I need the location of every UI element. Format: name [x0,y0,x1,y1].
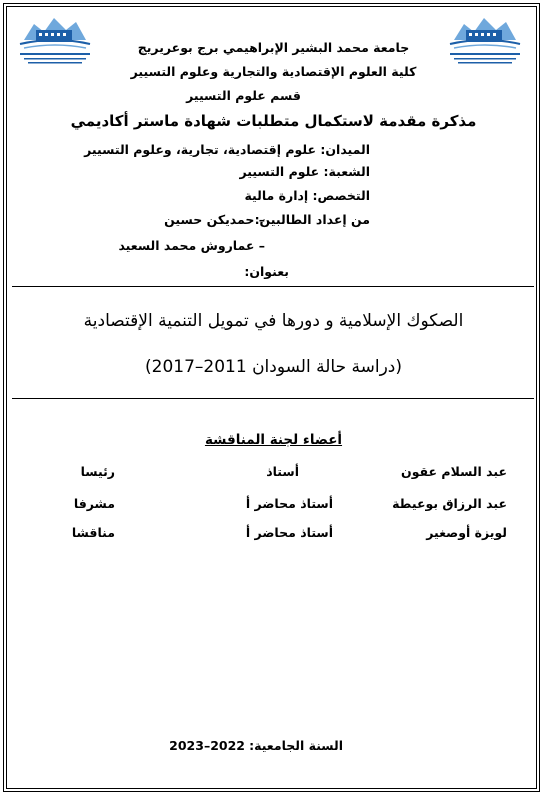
academic-year-label: السنة الجامعية: [249,738,343,753]
member-role: مشرفا [73,496,115,511]
case-study: (دراسة حالة السودان 2011–2017) [145,357,402,377]
prepared-by-label: من إعداد الطالبين: [254,212,370,227]
separator-top [12,286,534,287]
member-role: رئيسا [80,464,115,479]
member-role: مناقشا [71,525,115,540]
academic-year: 2023–2022 [169,738,245,753]
thesis-type: مذكرة مقدمة لاستكمال متطلبات شهادة ماستر أكاديمي [70,112,477,130]
title-label: بعنوان: [244,264,289,279]
member-name: عبد الرزاق بوعيطة [392,496,507,511]
committee-heading: أعضاء لجنة المناقشة [204,432,343,448]
member-rank: أستاذ [266,464,299,479]
member-name: لويزة أوصغير [426,525,507,540]
separator-bottom [12,398,534,399]
university-name: جامعة محمد البشير الإبراهيمي برج بوعريريج [137,40,410,55]
faculty-name: كلية العلوم الإقتصادية والتجارية وعلوم التسيير [130,64,417,79]
student-1: – حمديكن حسين [164,212,265,227]
student-2: – عماروش محمد السعيد [118,238,265,253]
branch-line: الشعبة: علوم التسيير [239,164,370,179]
member-rank: أستاذ محاضر أ [245,525,333,540]
specialty-line: التخصص: إدارة مالية [244,188,370,203]
field-line: الميدان: علوم إقتصادية، تجارية، وعلوم التسيير [84,142,370,157]
member-name: عبد السلام عقون [401,464,507,479]
member-rank: أستاذ محاضر أ [245,496,333,511]
thesis-title: الصكوك الإسلامية و دورها في تمويل التنمية الإقتصادية [83,311,464,331]
department-name: قسم علوم التسيير [186,88,301,103]
